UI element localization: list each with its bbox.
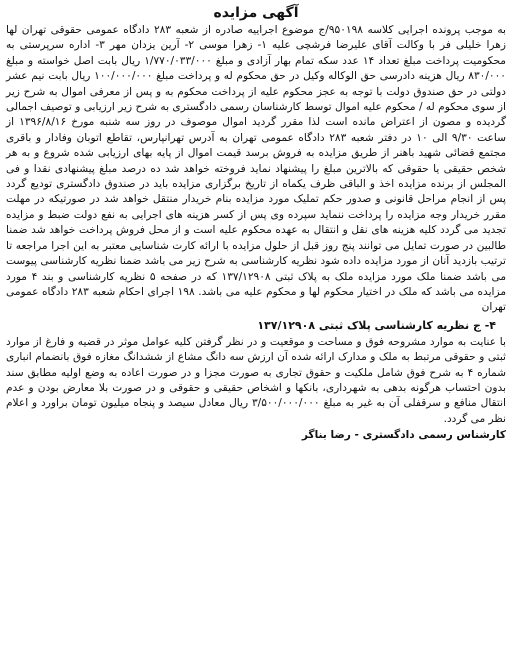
expert-opinion-heading: ۴- ج نظریه کارشناسی پلاک ثبتی ۱۳۷/۱۲۹۰۸ — [257, 318, 496, 332]
expert-opinion-paragraph: با عنایت به موارد مشروحه فوق و مساحت و موقعیت و در نظر گرفتن کلیه عوامل موثر در قضیه و فارغ از موارد ثبتی و حقوقی مرتبط به ملک و مدارک ارائه شده آن ارزش سه دانگ مشاع از ششدانگ مغازه فوق بانضمام انباری شماره ۴ به شرح فوق شامل ملکیت و حقوق تجاری به صورت مجزا و در صورت اعاده به وضع اولیه مطابق سند بدون احتساب هرگونه بدهی به شهرداری، بانکها و اشخاص حقیقی و حقوقی و در صورت بلا معارض بودن و عدم انتقال منافع و سرقفلی آن به غیر به مبلغ ۳/۵۰۰/۰۰۰/۰۰۰ ریال معادل سیصد و پنجاه میلیون تومان براورد و اعلام نظر می گردد. — [6, 335, 507, 425]
notice-main-paragraph: به موجب پرونده اجرایی کلاسه ۹۵۰۱۹۸/ج موضوع اجراییه صادره از شعبه ۲۸۳ دادگاه عمومی حقوقی تهران لها زهرا خلیلی فر با وکالت آقای علیرضا فرشچی علیه ۱- زهرا موسی ۲- آرین یزدان مهر ۳- اداره سرپرستی به محکومیت پرداخت مبلغ تعداد ۱۴ عدد سکه تمام بهار آزادی و مبلغ ۱/۷۷۰/۰۳۳/۰۰۰ ریال بابت اصل خواسته و مبلغ ۸۳۰/۰۰۰ ریال هزینه دادرسی حق الوکاله وکیل در حق محکوم له و پرداخت مبلغ ۱۰۰/۰۰۰/۰۰۰ ریال بابت نیم عشر دولتی در حق صندوق دولت با توجه به عجز محکوم علیه از پرداخت محکوم به و پس از معرفی اموال به شرح زیر از سوی محکوم له / محکوم علیه اموال توسط کارشناسان رسمی دادگستری به شرح زیر ارزیابی و توصیف اجمالی گردیده و مصون از اعتراض مانده است لذا مقرر گردید اموال موصوف در روز سه شنبه مورخ ۱۳۹۶/۸/۱۶ از ساعت ۹/۳۰ الی ۱۰ در دفتر شعبه ۲۸۳ دادگاه عمومی تهران به آدرس تهرانپارس، تقاطع اتوبان وفادار و باقری مجتمع قضائی شهید باهنر از طریق مزایده به فروش برسد قیمت اموال از پایه بهای ارزیابی شده شروع و به هر شخص حقیقی یا حقوقی که بالاترین مبلغ را پیشنهاد نماید فروخته خواهد شد ده درصد مبلغ پیشنهادی نقدا و فی المجلس از برنده مزایده اخذ و الباقی ظرف یکماه از تاریخ برگزاری مزایده باید در صندوق دادگستری تودیع گردد پس از انجام مراحل قانونی و صدور حکم تملیک مورد مزایده بنام خریدار منتقل خواهد شد در صورتیکه در مهلت مقرر خریدار وجه مزایده را پرداخت ننماید سپرده وی پس از کسر هزینه های اجرایی به نفع دولت ضبط و مزایده تجدید می گردد کلیه هزینه های نقل و انتقال به عهده محکوم علیه است و از محل فروش پرداخت خواهد شد ضمنا طالبین در صورت تمایل می توانند پنج روز قبل از حلول مزایده با ارائه کارت شناسایی معتبر به این اجرا مراجعه تا ترتیب بازدید آنان از مورد مزایده داده شود نظریه کارشناسی به شرح زیر می باشد ضمنا نظریه کارشناسی پیوست می باشد ضمنا ملک مورد مزایده ملک به پلاک ثبتی ۱۳۷/۱۲۹۰۸ که در صفحه ۵ نظریه کارشناسی و بند ۴ مورد مزایده می باشد که ملک در اختیار محکوم لها و محکوم علیه می باشد. ۱۹۸ اجرای احکام شعبه ۲۸۳ دادگاه عمومی تهران — [6, 24, 506, 314]
notice-title: آگهی مزایده — [213, 5, 299, 21]
expert-signature: کارشناس رسمی دادگستری - رضا بناگر — [301, 429, 506, 442]
